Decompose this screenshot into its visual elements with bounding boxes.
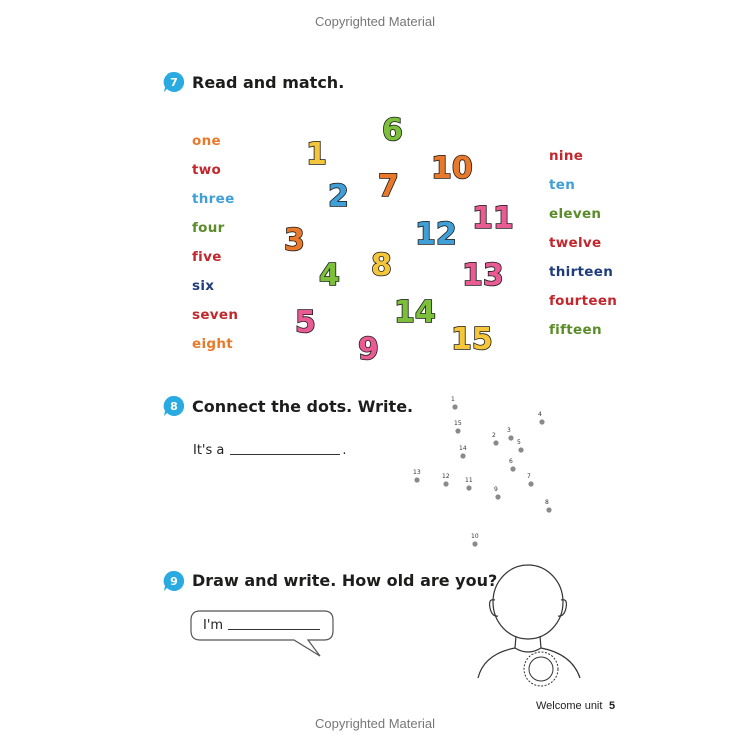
dot-3[interactable] [508, 435, 513, 440]
dot-label-9: 9 [494, 486, 498, 493]
exercise-7-title: Read and match. [192, 73, 345, 92]
age-answer-line[interactable] [228, 629, 320, 630]
person-outline-icon[interactable] [470, 562, 620, 687]
dot-label-7: 7 [527, 473, 531, 480]
dot-11[interactable] [466, 485, 471, 490]
dot-10[interactable] [472, 541, 477, 546]
number-10[interactable]: 10 [431, 151, 473, 186]
number-14[interactable]: 14 [394, 295, 436, 330]
dot-label-14: 14 [459, 445, 467, 452]
number-8[interactable]: 8 [371, 248, 392, 283]
exercise-9-title: Draw and write. How old are you? [192, 571, 498, 590]
sentence-start: It's a [193, 443, 225, 458]
word-one[interactable]: one [192, 133, 221, 149]
word-eight[interactable]: eight [192, 336, 234, 352]
dot-15[interactable] [455, 428, 460, 433]
copyright-bottom: Copyrighted Material [315, 716, 435, 731]
bubble-sentence [203, 618, 320, 633]
word-four[interactable]: four [192, 220, 225, 236]
number-12[interactable]: 12 [415, 217, 457, 252]
connect-the-dots-puzzle[interactable] [405, 390, 565, 555]
dot-label-10: 10 [471, 533, 479, 540]
word-three[interactable]: three [192, 191, 235, 207]
dot-label-3: 3 [507, 427, 511, 434]
exercise-7-number: 7 [170, 76, 178, 89]
number-11[interactable]: 11 [472, 201, 514, 236]
dot-1[interactable] [452, 404, 457, 409]
dot-9[interactable] [495, 494, 500, 499]
dot-13[interactable] [414, 477, 419, 482]
dot-label-13: 13 [413, 469, 421, 476]
word-fifteen[interactable]: fifteen [549, 322, 602, 338]
page-number: 5 [609, 700, 616, 712]
copyright-top: Copyrighted Material [315, 14, 435, 29]
number-15[interactable]: 15 [451, 322, 493, 357]
word-seven[interactable]: seven [192, 307, 239, 323]
word-nine[interactable]: nine [549, 148, 584, 164]
number-4[interactable]: 4 [319, 258, 340, 293]
word-six[interactable]: six [192, 278, 215, 294]
dot-label-5: 5 [517, 439, 521, 446]
number-13[interactable]: 13 [462, 258, 504, 293]
number-1[interactable]: 1 [306, 137, 327, 172]
bubble-text: I'm [203, 618, 224, 633]
dot-7[interactable] [528, 481, 533, 486]
number-2[interactable]: 2 [328, 179, 349, 214]
dot-2[interactable] [493, 440, 498, 445]
exercise-9-number: 9 [170, 575, 178, 588]
exercise-8-badge-icon [163, 395, 185, 417]
word-five[interactable]: five [192, 249, 222, 265]
badge-rosette-icon [524, 652, 558, 686]
number-7[interactable]: 7 [378, 169, 399, 204]
exercise-9-badge-icon [163, 570, 185, 592]
number-5[interactable]: 5 [295, 305, 316, 340]
word-ten[interactable]: ten [549, 177, 576, 193]
number-6[interactable]: 6 [382, 113, 403, 148]
word-two[interactable]: two [192, 162, 222, 178]
exercise-8-number: 8 [170, 400, 178, 413]
dot-label-1: 1 [451, 396, 455, 403]
dot-label-6: 6 [509, 458, 513, 465]
dot-14[interactable] [460, 453, 465, 458]
dot-6[interactable] [510, 466, 515, 471]
dot-8[interactable] [546, 507, 551, 512]
footer-unit: Welcome unit [536, 700, 603, 712]
dot-label-2: 2 [492, 432, 496, 439]
dot-label-4: 4 [538, 411, 542, 418]
dot-5[interactable] [518, 447, 523, 452]
dot-4[interactable] [539, 419, 544, 424]
dot-12[interactable] [443, 481, 448, 486]
exercise-8-title: Connect the dots. Write. [192, 397, 414, 416]
dot-label-11: 11 [465, 477, 473, 484]
number-9[interactable]: 9 [358, 332, 379, 367]
answer-line[interactable] [230, 454, 340, 455]
dot-label-12: 12 [442, 473, 450, 480]
word-twelve[interactable]: twelve [549, 235, 602, 251]
dot-label-15: 15 [454, 420, 462, 427]
dot-label-8: 8 [545, 499, 549, 506]
word-fourteen[interactable]: fourteen [549, 293, 618, 309]
word-eleven[interactable]: eleven [549, 206, 602, 222]
exercise-8-sentence [193, 443, 347, 458]
sentence-end: . [342, 443, 347, 458]
word-thirteen[interactable]: thirteen [549, 264, 614, 280]
number-3[interactable]: 3 [284, 223, 305, 258]
